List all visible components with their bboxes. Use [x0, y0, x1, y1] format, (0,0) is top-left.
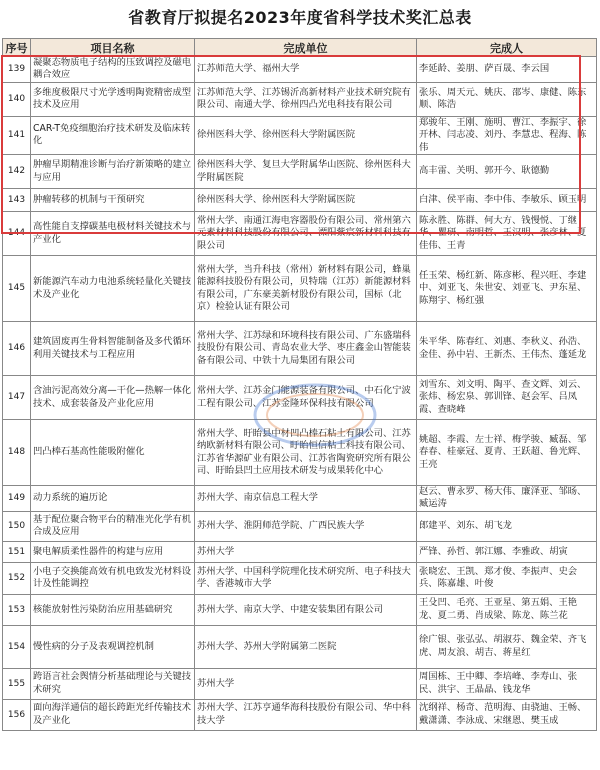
cell-people: 郑骏年、王刚、施明、曹江、李振宇、徐开林、闫志凌、刘丹、李慧忠、程海、陈伟: [417, 116, 597, 154]
cell-unit: 苏州大学、苏州大学附属第二医院: [195, 625, 417, 668]
cell-people: 张晓宏、王凯、郑才俊、李振声、史会兵、陈嘉雄、叶俊: [417, 562, 597, 594]
cell-project: 建筑固废再生骨料智能制备及多代循环利用关键技术与工程应用: [31, 322, 195, 376]
cell-num: 150: [3, 511, 31, 541]
cell-people: 陈永胜、陈群、何大方、钱慢悦、丁继华、瞿研、南明哲、王汉明、张彦林、夏佳伟、王青: [417, 212, 597, 256]
cell-num: 141: [3, 116, 31, 154]
cell-people: 白津、侯平南、李中伟、李敏乐、顾玉明: [417, 189, 597, 212]
table-row: [3, 212, 597, 256]
cell-unit: 徐州医科大学、徐州医科大学附属医院: [195, 116, 417, 154]
cell-num: 140: [3, 82, 31, 116]
cell-num: 153: [3, 594, 31, 625]
table-row: [3, 256, 597, 322]
cell-unit: 江苏师范大学、江苏锡沂高新材料产业技术研究院有限公司、南通大学、徐州四凸光电科技有限公司: [195, 82, 417, 116]
cell-unit: 徐州医科大学、徐州医科大学附属医院: [195, 189, 417, 212]
cell-num: 144: [3, 212, 31, 256]
cell-project: 核能放射性污染防治应用基础研究: [31, 594, 195, 625]
table-row: [3, 322, 597, 376]
cell-num: 146: [3, 322, 31, 376]
table-row: [3, 699, 597, 730]
cell-project: CAR-T免疫细胞治疗技术研发及临床转化: [31, 116, 195, 154]
table-row: [3, 594, 597, 625]
cell-unit: 常州大学、南通江海电容器股份有限公司、常州第六元素材料科技股份有限公司、溧阳紫宸新材料科技有限公司: [195, 212, 417, 256]
cell-unit: 常州大学、江苏金门能源装备有限公司、中石化宁波工程有限公司、江苏金隆环保科技有限公司: [195, 376, 417, 420]
cell-project: 凝聚态物质电子结构的压致调控及磁电耦合效应: [31, 57, 195, 83]
cell-project: 面向海洋通信的超长跨距光纤传输技术及产业化: [31, 699, 195, 730]
cell-people: 周国栋、王中卿、李培峰、李寿山、张民、洪宇、王晶晶、钱龙华: [417, 668, 597, 699]
cell-unit: 徐州医科大学、复旦大学附属华山医院、徐州医科大学附属医院: [195, 155, 417, 189]
cell-people: 张乐、周天元、姚庆、邵岑、康健、陈东顺、陈浩: [417, 82, 597, 116]
cell-unit: 苏州大学: [195, 541, 417, 562]
cell-project: 高性能自支撑碳基电极材料关键技术与产业化: [31, 212, 195, 256]
award-table: [2, 38, 597, 731]
cell-project: 慢性病的分子及表观调控机制: [31, 625, 195, 668]
cell-people: 沈纲祥、杨奇、范明海、由骁迪、王畅、戴潇潇、李泳成、宋继恩、樊玉成: [417, 699, 597, 730]
cell-num: 143: [3, 189, 31, 212]
cell-project: 聚电解质柔性器件的构建与应用: [31, 541, 195, 562]
cell-num: 154: [3, 625, 31, 668]
cell-people: 郎建平、刘东、胡飞龙: [417, 511, 597, 541]
cell-num: 156: [3, 699, 31, 730]
header-people: 完成人: [417, 39, 597, 57]
table-row: [3, 511, 597, 541]
cell-project: 肿瘤转移的机制与干预研究: [31, 189, 195, 212]
table-row: [3, 625, 597, 668]
cell-people: 任玉荣、杨红新、陈彦彬、程兴旺、李建中、刘亚飞、朱世安、刘亚飞、尹东星、陈翔宇、杨红强: [417, 256, 597, 322]
table-row: [3, 376, 597, 420]
cell-unit: 苏州大学、南京大学、中建安装集团有限公司: [195, 594, 417, 625]
cell-people: 姚超、李霞、左士祥、梅学骏、臧磊、邹春春、桂豪冠、夏青、王跃超、鲁光辉、王亮: [417, 420, 597, 486]
cell-people: 赵云、曹永罗、杨大伟、廉泽亚、邹旸、臧运涛: [417, 486, 597, 512]
cell-people: 朱平华、陈春红、刘惠、李秋义、孙浩、金佳、孙中岩、王新杰、王伟杰、蓬延龙: [417, 322, 597, 376]
table-row: [3, 189, 597, 212]
cell-people: 严锋、孙哲、郭江娜、李雅政、胡寅: [417, 541, 597, 562]
cell-unit: 常州大学，当升科技（常州）新材料有限公司，蜂巢能源科技股份有限公司，贝特瑞（江苏）新能源材料有限公司，广东豪美新材股份有限公司，国标（北京）检验认证有限公司: [195, 256, 417, 322]
cell-num: 142: [3, 155, 31, 189]
page-title: 省教育厅拟提名2023年度省科学技术奖汇总表: [128, 8, 472, 27]
cell-num: 149: [3, 486, 31, 512]
table-row: [3, 668, 597, 699]
cell-num: 155: [3, 668, 31, 699]
table-row: [3, 116, 597, 154]
cell-num: 152: [3, 562, 31, 594]
cell-unit: 江苏师范大学、福州大学: [195, 57, 417, 83]
cell-project: 动力系统的遍历论: [31, 486, 195, 512]
cell-project: 跨语言社会舆情分析基础理论与关键技术研究: [31, 668, 195, 699]
cell-num: 151: [3, 541, 31, 562]
cell-people: 李延龄、姜朋、萨百晟、李云国: [417, 57, 597, 83]
table-row: [3, 155, 597, 189]
cell-unit: 苏州大学、中国科学院理化技术研究所、电子科技大学、香港城市大学: [195, 562, 417, 594]
cell-unit: 苏州大学: [195, 668, 417, 699]
cell-unit: 常州大学、盱眙县中材凹凸棒石粘土有限公司、江苏纳欧新材料有限公司、盱眙恒信粘土科技有限公司、江苏省华源矿业有限公司、江苏省陶瓷研究所有限公司、盱眙县凹土应用技术研发与成果转化中心: [195, 420, 417, 486]
table-header-row: [3, 39, 597, 57]
cell-unit: 常州大学、江苏绿和环境科技有限公司、广东盛瑞科技股份有限公司、青岛农业大学、枣庄鑫金山智能装备有限公司、中铁十九局集团有限公司: [195, 322, 417, 376]
header-unit: 完成单位: [195, 39, 417, 57]
table-row: [3, 420, 597, 486]
cell-project: 含油污泥高效分离—干化—热解一体化技术、成套装备及产业化应用: [31, 376, 195, 420]
table-row: [3, 486, 597, 512]
cell-people: 王殳凹、毛亮、王亚星、第五娟、王艳龙、夏二勇、肖成梁、陈龙、陈兰花: [417, 594, 597, 625]
cell-people: 徐广银、张弘弘、胡淑芬、魏金荣、齐飞虎、周友浪、胡吉、蒋星红: [417, 625, 597, 668]
cell-num: 139: [3, 57, 31, 83]
cell-unit: 苏州大学、淮阴师范学院、广西民族大学: [195, 511, 417, 541]
cell-unit: 苏州大学、江苏亨通华海科技股份有限公司、华中科技大学: [195, 699, 417, 730]
cell-project: 肿瘤早期精准诊断与治疗新策略的建立与应用: [31, 155, 195, 189]
header-num: 序号: [3, 39, 31, 57]
cell-people: 刘雪东、刘文明、陶平、查文辉、刘云、张炜、杨宏泉、郭训锋、赵会军、吕凤霞、查晓峰: [417, 376, 597, 420]
cell-num: 147: [3, 376, 31, 420]
cell-unit: 苏州大学、南京信息工程大学: [195, 486, 417, 512]
cell-project: 基于配位聚合物平台的精准光化学有机合成及应用: [31, 511, 195, 541]
table-row: [3, 57, 597, 83]
cell-project: 新能源汽车动力电池系统轻量化关键技术及产业化: [31, 256, 195, 322]
cell-people: 高丰雷、关明、郭开今、耿德勤: [417, 155, 597, 189]
cell-num: 145: [3, 256, 31, 322]
cell-project: 小电子交换能高效有机电致发光材料设计及性能调控: [31, 562, 195, 594]
header-project: 项目名称: [31, 39, 195, 57]
table-row: [3, 82, 597, 116]
cell-num: 148: [3, 420, 31, 486]
table-row: [3, 541, 597, 562]
cell-project: 多维度极限尺寸光学透明陶瓷精密成型技术及应用: [31, 82, 195, 116]
table-row: [3, 562, 597, 594]
cell-project: 凹凸棒石基高性能吸附催化: [31, 420, 195, 486]
